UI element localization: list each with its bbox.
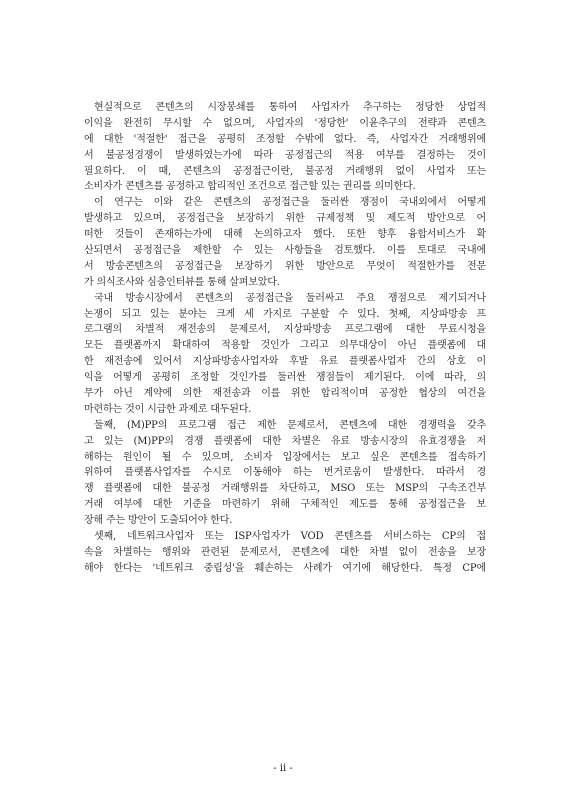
text-line: 서 방송콘텐츠의 공정접근을 보장하기 위한 방안으로 무엇이 적절한가를 전문 — [84, 260, 486, 272]
text-line: 가 의식조사와 심층인터뷰를 통해 살펴보았다. — [84, 276, 280, 288]
text-line: 소비자가 콘텐츠를 공정하고 합리적인 조건으로 접근할 있는 권리를 의미한다. — [84, 181, 416, 193]
text-line: 해하는 원인이 될 수 있으며, 소비자 입장에서는 보고 싶은 콘텐츠를 접속하기 — [84, 451, 486, 463]
text-line: 거래 여부에 대한 기준을 마련하기 위해 구체적인 제도를 통해 공정접근을 보 — [84, 499, 486, 511]
text-line: 익을 어떻게 공평히 조정할 것인가를 둘러싼 쟁점들이 제기된다. 이에 따라, 의 — [84, 372, 486, 384]
text-line: 쟁 플랫폼에 대한 불공정 거래행위를 차단하고, MSO 또는 MSP의 구속조건부 — [84, 483, 486, 495]
text-line: 한 재전송에 있어서 지상파방송사업자와 후발 유료 플랫폼사업자 간의 상호 이 — [84, 356, 486, 368]
text-line: 고 있는 (M)PP의 경쟁 플랫폼에 대한 차별은 유료 방송시장의 유효경쟁을 저 — [84, 435, 486, 447]
text-line: 해야 한다는 '네트워크 중립성'을 훼손하는 사례가 여기에 해당한다. 특정 CP에 — [84, 562, 486, 574]
text-line: 모든 플랫폼까지 확대하여 적용할 것인가 그리고 의무대상이 아닌 플랫폼에 대 — [84, 340, 486, 352]
text-line: 무가 아닌 계약에 의한 재전송과 이를 위한 합리적이며 공정한 협상의 여건을 — [84, 388, 486, 400]
text-line: 장해 주는 방안이 도출되어야 한다. — [84, 515, 233, 527]
text-line: 이 연구는 이와 같은 콘텐츠의 공정접근을 둘러싼 쟁점이 국내외에서 어떻게 — [94, 197, 486, 209]
text-line: 논쟁이 되고 있는 분야는 크게 세 가지로 구분할 수 있다. 첫째, 지상파방송 프 — [84, 308, 486, 320]
text-line: 마련하는 것이 시급한 과제로 대두된다. — [84, 403, 252, 415]
text-line: 현실적으로 콘텐츠의 시장봉쇄를 통하여 사업자가 추구하는 정당한 상업적 — [94, 102, 486, 113]
text-line: 로그램의 차별적 재전송의 문제로서, 지상파방송 프로그램에 대한 무료시청을 — [84, 324, 486, 336]
text-line: 둘째, (M)PP의 프로그램 접근 제한 문제로서, 콘텐츠에 대한 경쟁력을 갖추 — [94, 419, 486, 431]
text-line: 필요하다. 이 때, 콘텐츠의 공정접근이란, 불공정 거래행위 없이 사업자 또는 — [84, 165, 486, 177]
page-number: - ii - — [273, 763, 293, 774]
text-line: 이익을 완전히 무시할 수 없으며, 사업자의 '정당한' 이윤추구의 전략과 콘텐츠 — [84, 117, 486, 129]
text-line: 발생하고 있으며, 공정접근을 보장하기 위한 규제정책 및 제도적 방안으로 어 — [84, 213, 486, 225]
text-line: 떠한 것들이 존재하는가에 대해 논의하고자 했다. 또한 향후 융합서비스가 확 — [84, 229, 486, 241]
text-line: 셋째, 네트워크사업자 또는 ISP사업자가 VOD 콘텐츠를 서비스하는 CP의 접 — [94, 531, 486, 543]
text-line: 서 불공정경쟁이 발생하였는가에 따라 공정접근의 적용 여부를 결정하는 것이 — [84, 149, 486, 161]
body-text — [84, 100, 486, 577]
text-line: 위하여 플랫폼사업자를 수시로 이동해야 하는 번거로움이 발생한다. 따라서 경 — [84, 467, 486, 479]
text-line: 산되면서 공정접근을 제한할 수 있는 사항들을 검토했다. 이를 토대로 국내에 — [84, 245, 486, 257]
text-line: 국내 방송시장에서 콘텐츠의 공정접근을 둘러싸고 주요 쟁점으로 제기되거나 — [94, 292, 486, 304]
text-line: 에 대한 '적절한' 접근을 공평히 조정할 수밖에 없다. 즉, 사업자간 거래행위에 — [84, 133, 486, 145]
text-line: 속을 차별하는 행위와 관련된 문제로서, 콘텐츠에 대한 차별 없이 전송을 보장 — [84, 546, 486, 558]
